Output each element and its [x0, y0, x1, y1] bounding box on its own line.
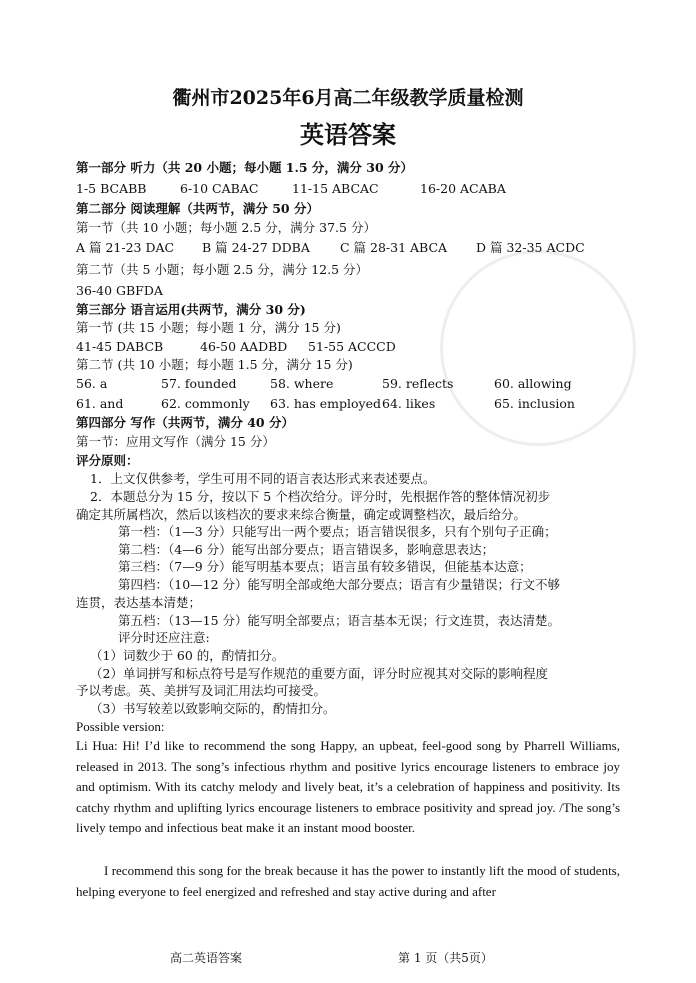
part1-answers	[76, 181, 636, 197]
level-item: 第二档：（4—6 分）能写出部分要点；语言错误多，影响意思表达；	[118, 542, 495, 557]
part2-sec1-answers	[76, 240, 636, 256]
part1-heading: 第一部分 听力（共 20 小题；每小题 1.5 分，满分 30 分）	[76, 160, 414, 175]
grammar-answers-row1	[76, 376, 636, 392]
footer-left: 高二英语答案	[170, 951, 243, 965]
grammar-answer: 58. where	[270, 376, 334, 391]
note-item: 予以考虑。英、美拼写及词汇用法均可接受。	[76, 683, 327, 698]
answer-group: C 篇 28-31 ABCA	[340, 240, 448, 255]
essay-paragraph-1: Li Hua: Hi! I’d like to recommend the song Happy, an upbeat, feel-good song by Pharrell Williams, released in 2013. The song’s infectious rhythm and positive lyrics encourage listeners to embrace joy and optimism. With its catchy melody and lively beat, it’s a celebration of happiness and positivity. Its catchy rhythm and uplifting lyrics encourage listeners to embrace positivity and spread joy. /The song’s lively tempo and infectious beat make it an instant mood booster.	[76, 738, 620, 835]
grammar-answer: 56. a	[76, 376, 108, 391]
exam-title: 衢州市2025年6月高二年级教学质量检测	[172, 87, 524, 109]
part3-sec2-heading: 第二节 (共 10 小题；每小题 1.5 分，满分 15 分)	[76, 357, 353, 372]
grammar-answer: 63. has employed	[270, 396, 381, 411]
grammar-answer: 57. founded	[161, 376, 237, 391]
part2-sec2-answers: 36-40 GBFDA	[76, 283, 163, 298]
notes-heading: 评分时还应注意:	[118, 630, 210, 645]
answer-group: 41-45 DABCB	[76, 339, 164, 354]
answer-key-title: 英语答案	[300, 120, 396, 149]
grammar-answer: 62. commonly	[161, 396, 250, 411]
page-number: 第 1 页（共5页）	[398, 951, 493, 965]
criteria-item: 1．上文仅供参考，学生可用不同的语言表达形式来表述要点。	[90, 471, 436, 486]
criteria-item: 确定其所属档次，然后以该档次的要求来综合衡量，确定或调整档次，最后给分。	[76, 507, 527, 522]
answer-group: 6-10 CABAC	[180, 181, 259, 196]
note-item: （2）单词拼写和标点符号是写作规范的重要方面，评分时应视其对交际的影响程度	[90, 666, 548, 681]
part4-heading: 第四部分 写作（共两节，满分 40 分）	[76, 415, 294, 430]
grammar-answer: 60. allowing	[494, 376, 572, 391]
grammar-answers-row2	[76, 396, 636, 412]
grammar-answer: 64. likes	[382, 396, 436, 411]
level-item: 第五档：（13—15 分）能写明全部要点；语言基本无误；行文连贯，表达清楚。	[118, 613, 561, 628]
answer-group: 16-20 ACABA	[420, 181, 506, 196]
grammar-answer: 59. reflects	[382, 376, 454, 391]
answer-group: 11-15 ABCAC	[292, 181, 379, 196]
part2-sec1-heading: 第一节（共 10 小题；每小题 2.5 分，满分 37.5 分）	[76, 220, 376, 235]
grammar-answer: 65. inclusion	[494, 396, 575, 411]
note-item: （3）书写较差以致影响交际的，酌情扣分。	[90, 701, 336, 716]
answer-group: B 篇 24-27 DDBA	[202, 240, 310, 255]
level-item: 连贯，表达基本清楚；	[76, 595, 202, 610]
note-item: （1）词数少于 60 的，酌情扣分。	[90, 648, 285, 663]
level-item: 第三档：（7—9 分）能写明基本要点；语言虽有较多错误，但能基本达意；	[118, 559, 532, 574]
answer-group: 1-5 BCABB	[76, 181, 147, 196]
criteria-item: 2．本题总分为 15 分，按以下 5 个档次给分。评分时，先根据作答的整体情况初步	[90, 489, 551, 504]
level-item: 第四档：（10—12 分）能写明全部或绝大部分要点；语言有少量错误；行文不够	[118, 577, 561, 592]
part3-sec1-heading: 第一节 (共 15 小题；每小题 1 分，满分 15 分)	[76, 320, 341, 335]
grammar-answer: 61. and	[76, 396, 124, 411]
possible-version-label: Possible version:	[76, 719, 165, 734]
answer-group: D 篇 32-35 ACDC	[476, 240, 585, 255]
answer-group: 51-55 ACCCD	[308, 339, 396, 354]
part4-sec1-heading: 第一节：应用文写作（满分 15 分）	[76, 434, 275, 449]
essay-paragraph-2: I recommend this song for the break because it has the power to instantly lift the mood of students, helping everyone to feel energized and refreshed and stay active during and after	[76, 863, 620, 899]
criteria-heading: 评分原则：	[76, 453, 139, 468]
part3-heading: 第三部分 语言运用(共两节，满分 30 分)	[76, 302, 306, 317]
answer-group: A 篇 21-23 DAC	[76, 240, 175, 255]
part2-sec2-heading: 第二节（共 5 小题；每小题 2.5 分，满分 12.5 分）	[76, 262, 369, 277]
level-item: 第一档：（1—3 分）只能写出一两个要点；语言错误很多，只有个别句子正确；	[118, 524, 557, 539]
answer-group: 46-50 AADBD	[200, 339, 288, 354]
part3-sec1-answers	[76, 339, 636, 355]
part2-heading: 第二部分 阅读理解（共两节，满分 50 分）	[76, 201, 319, 216]
